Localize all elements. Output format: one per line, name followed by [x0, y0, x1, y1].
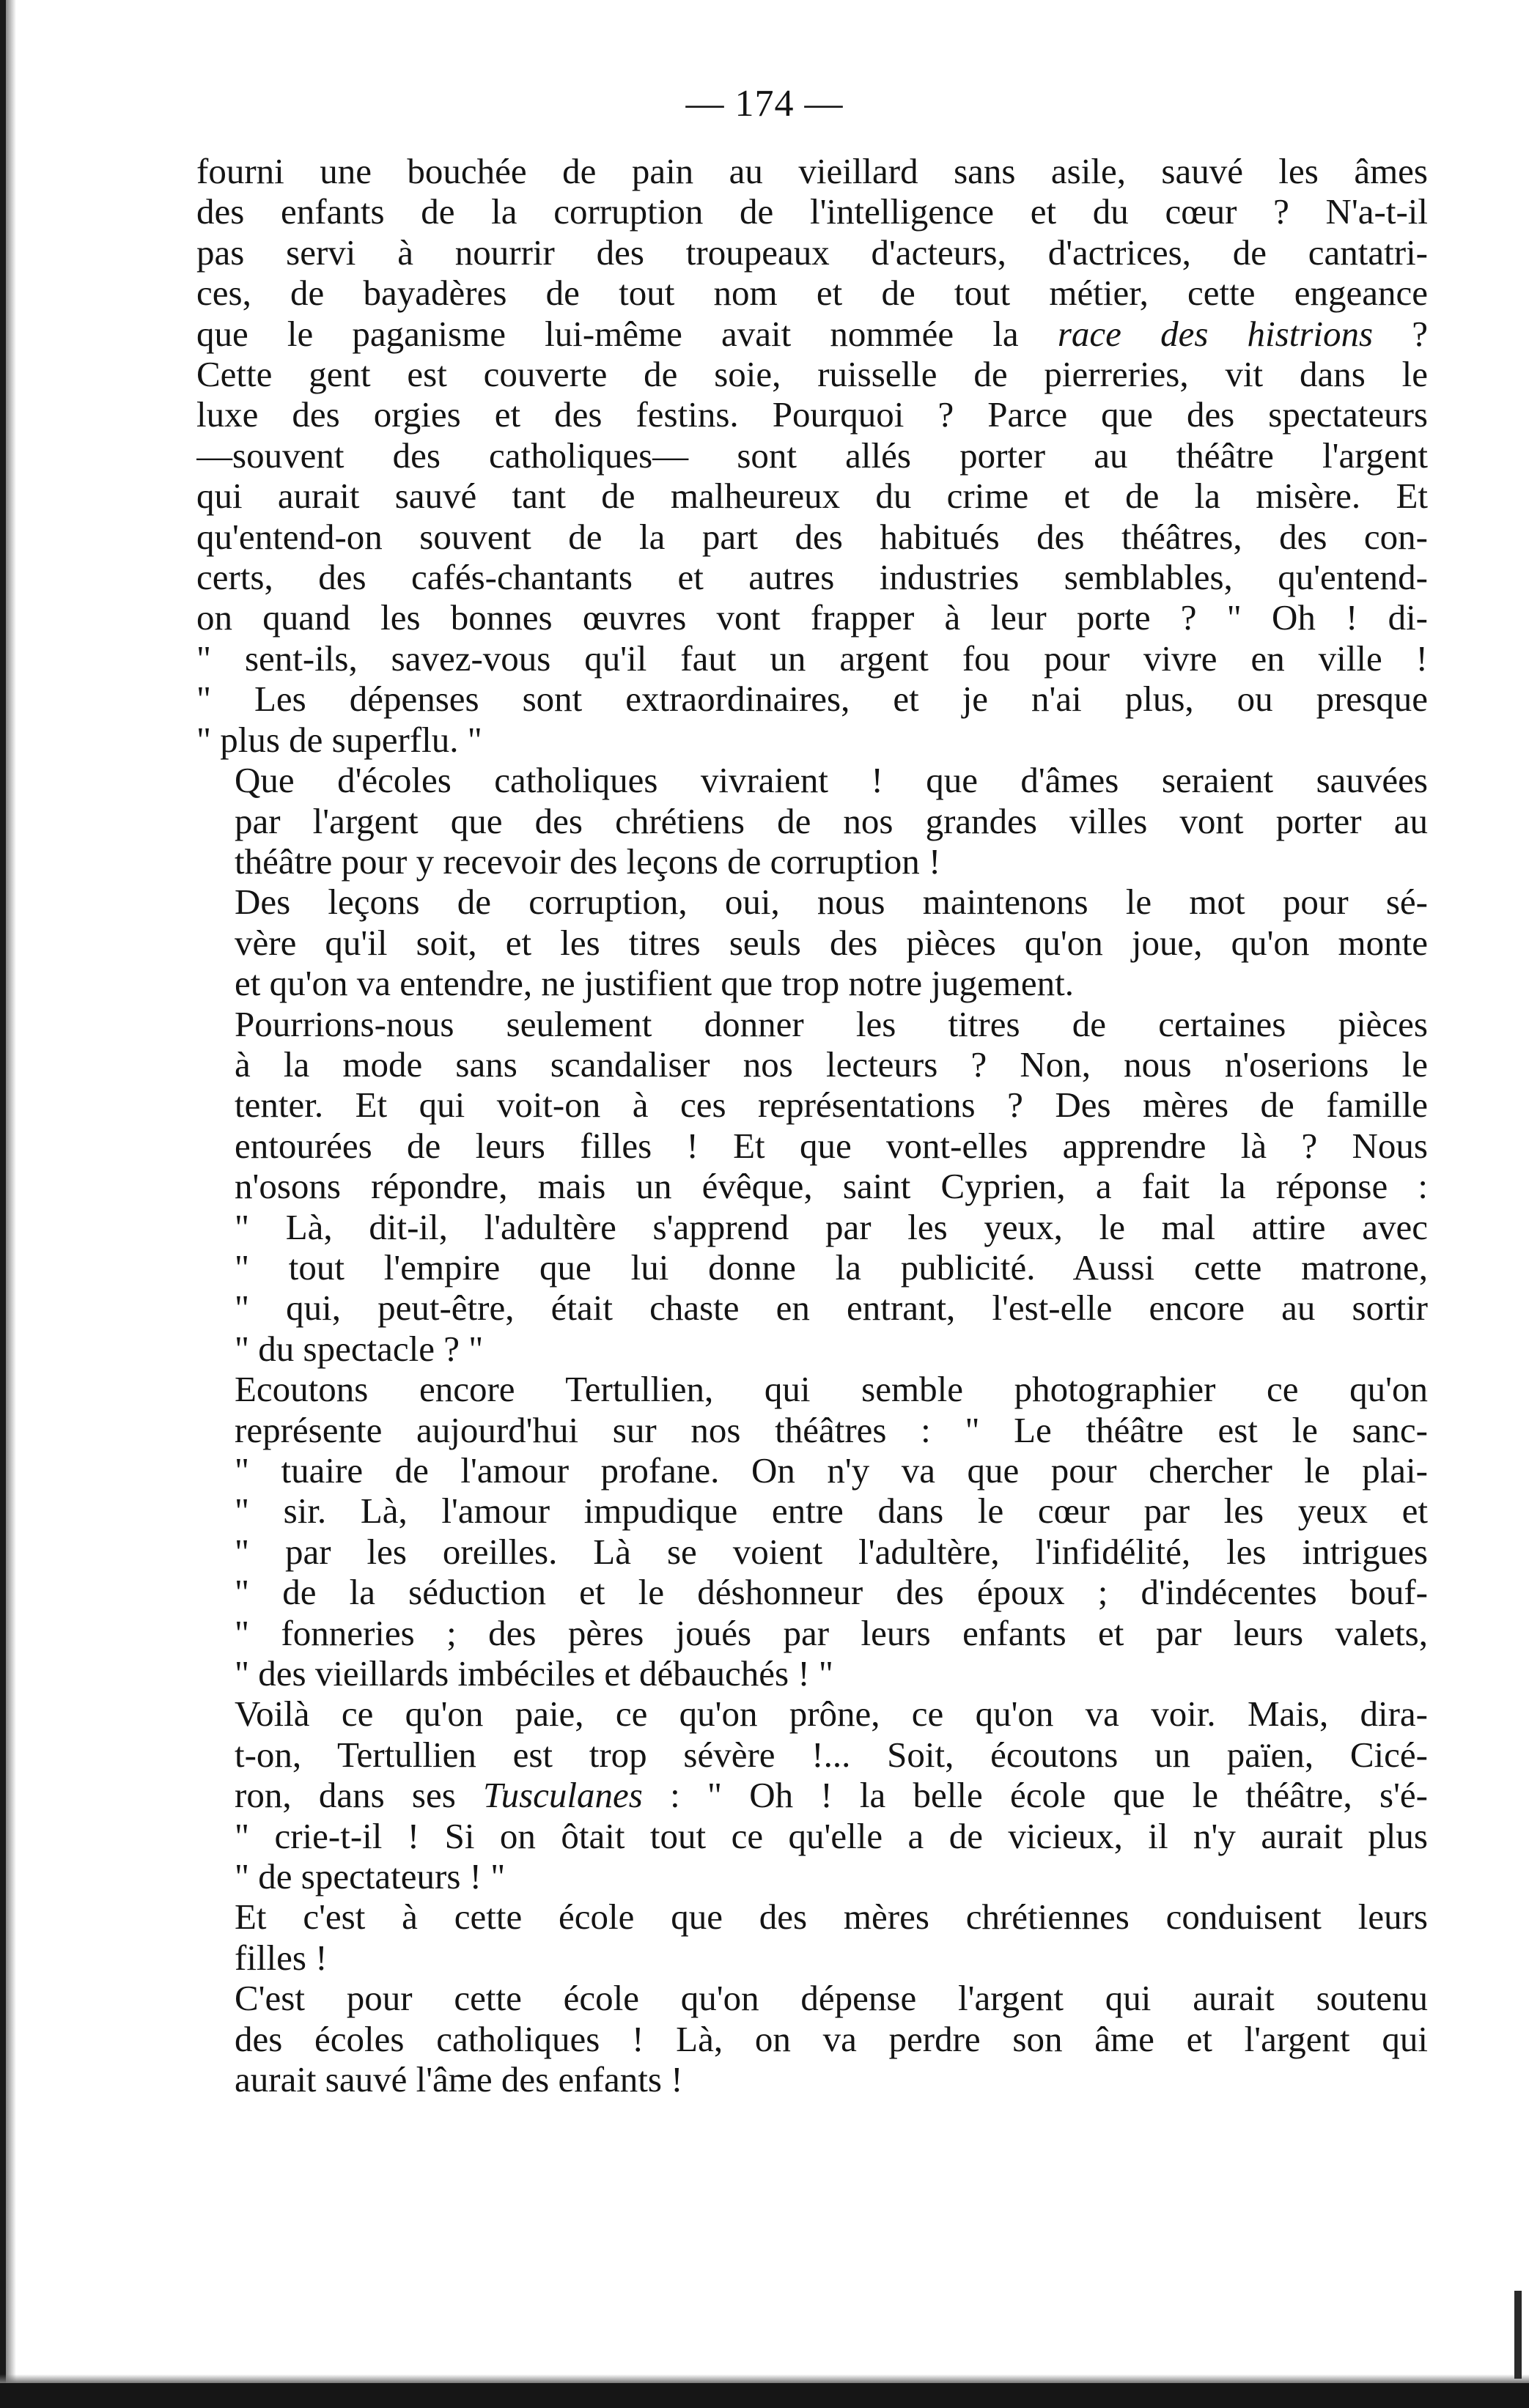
text-line: que le paganisme lui-même avait nommée la race des histrions ? — [196, 313, 1428, 354]
text-line: " du spectacle ? " — [235, 1328, 484, 1369]
text-line: ron, dans ses Tusculanes : " Oh ! la belle école que le théâtre, s'é- — [235, 1775, 1428, 1816]
text-line: Et c'est à cette école que des mères chrétiennes conduisent leurs — [235, 1897, 1428, 1938]
text-line: " de la séduction et le déshonneur des époux ; d'indécentes bouf- — [235, 1572, 1428, 1613]
text-line: qu'entend-on souvent de la part des habitués des théâtres, des con- — [196, 516, 1428, 557]
scan-shadow-left — [6, 0, 16, 2408]
text-line: Que d'écoles catholiques vivraient ! que d'âmes seraient sauvées — [235, 760, 1428, 801]
scan-border-left — [0, 0, 6, 2408]
text-line: par l'argent que des chrétiens de nos grandes villes vont porter au — [235, 800, 1428, 841]
text-line: pas servi à nourrir des troupeaux d'acteurs, d'actrices, de cantatri- — [196, 232, 1428, 273]
text-line: à la mode sans scandaliser nos lecteurs ? Non, nous n'oserions le — [235, 1044, 1428, 1085]
text-line: " tuaire de l'amour profane. On n'y va que pour chercher le plai- — [235, 1450, 1428, 1491]
text-line: " de spectateurs ! " — [235, 1856, 506, 1897]
paragraph-p5 — [196, 1369, 1428, 1694]
text-line: " par les oreilles. Là se voient l'adultère, l'infidélité, les intrigues — [235, 1531, 1428, 1572]
text-line: Pourrions-nous seulement donner les titres de certaines pièces — [235, 1003, 1428, 1044]
text-line: tenter. Et qui voit-on à ces représentations ? Des mères de famille — [235, 1085, 1428, 1126]
text-line: des enfants de la corruption de l'intelligence et du cœur ? N'a-t-il — [196, 191, 1428, 232]
text-line: ces, de bayadères de tout nom et de tout métier, cette engeance — [196, 273, 1428, 314]
text-line: " fonneries ; des pères joués par leurs enfants et par leurs valets, — [235, 1612, 1428, 1653]
text-line: qui aurait sauvé tant de malheureux du crime et de la misère. Et — [196, 476, 1428, 517]
italic-phrase: race des histrions — [1057, 313, 1374, 354]
text-line: entourées de leurs filles ! Et que vont-elles apprendre là ? Nous — [235, 1125, 1428, 1166]
text-line: —souvent des catholiques— sont allés porter au théâtre l'argent — [196, 435, 1428, 476]
text-line: " sir. Là, l'amour impudique entre dans le cœur par les yeux et — [235, 1491, 1428, 1532]
text-line: et qu'on va entendre, ne justifient que trop notre jugement. — [235, 963, 1075, 1004]
text-line: on quand les bonnes œuvres vont frapper à leur porte ? " Oh ! di- — [196, 597, 1428, 638]
text-line: aurait sauvé l'âme des enfants ! — [235, 2059, 683, 2100]
paragraph-p4 — [196, 1004, 1428, 1370]
text-line: " qui, peut-être, était chaste en entrant, l'est-elle encore au sortir — [235, 1288, 1428, 1329]
text-line: Voilà ce qu'on paie, ce qu'on prône, ce qu'on va voir. Mais, dira- — [235, 1694, 1428, 1735]
text-line: Des leçons de corruption, oui, nous maintenons le mot pour sé- — [235, 882, 1428, 923]
text-line: " Là, dit-il, l'adultère s'apprend par les yeux, le mal attire avec — [235, 1206, 1428, 1247]
paragraph-p1 — [196, 151, 1428, 760]
text-line: n'osons répondre, mais un évêque, saint Cyprien, a fait la réponse : — [235, 1166, 1428, 1207]
text-line: " Les dépenses sont extraordinaires, et je n'ai plus, ou presque — [196, 679, 1428, 720]
text-line: Cette gent est couverte de soie, ruisselle de pierreries, vit dans le — [196, 354, 1428, 395]
scan-shadow-bottom — [0, 2374, 1529, 2383]
text-line: t-on, Tertullien est trop sévère !... Soit, écoutons un païen, Cicé- — [235, 1734, 1428, 1775]
text-line: certs, des cafés-chantants et autres industries semblables, qu'entend- — [196, 557, 1428, 598]
text-line: " tout l'empire que lui donne la publicité. Aussi cette matrone, — [235, 1247, 1428, 1288]
paragraph-p7 — [196, 1897, 1428, 1978]
text-line: fourni une bouchée de pain au vieillard sans asile, sauvé les âmes — [196, 151, 1428, 191]
body-text — [196, 151, 1428, 2100]
text-line: représente aujourd'hui sur nos théâtres : " Le théâtre est le sanc- — [235, 1409, 1428, 1450]
italic-phrase: Tusculanes — [483, 1775, 643, 1816]
text-line: " crie-t-il ! Si on ôtait tout ce qu'elle a de vicieux, il n'y aurait plus — [235, 1815, 1428, 1856]
paragraph-p2 — [196, 760, 1428, 882]
paragraph-p8 — [196, 1978, 1428, 2099]
text-line: vère qu'il soit, et les titres seuls des pièces qu'on joue, qu'on monte — [235, 922, 1428, 963]
text-line: " plus de superflu. " — [196, 719, 482, 760]
scan-border-bottom — [0, 2383, 1529, 2408]
text-line: Ecoutons encore Tertullien, qui semble photographier ce qu'on — [235, 1369, 1428, 1410]
paragraph-p3 — [196, 882, 1428, 1003]
text-line: théâtre pour y recevoir des leçons de corruption ! — [235, 841, 941, 882]
paragraph-p6 — [196, 1694, 1428, 1897]
text-line: " sent-ils, savez-vous qu'il faut un argent fou pour vivre en ville ! — [196, 638, 1428, 679]
text-line: des écoles catholiques ! Là, on va perdre son âme et l'argent qui — [235, 2018, 1428, 2059]
scan-mark-right — [1514, 2291, 1522, 2379]
text-line: " des vieillards imbéciles et débauchés ! " — [235, 1653, 833, 1694]
text-line: C'est pour cette école qu'on dépense l'argent qui aurait soutenu — [235, 1978, 1428, 2019]
text-line: filles ! — [235, 1937, 328, 1978]
text-line: luxe des orgies et des festins. Pourquoi ? Parce que des spectateurs — [196, 394, 1428, 435]
page-number: — 174 — — [685, 83, 844, 125]
